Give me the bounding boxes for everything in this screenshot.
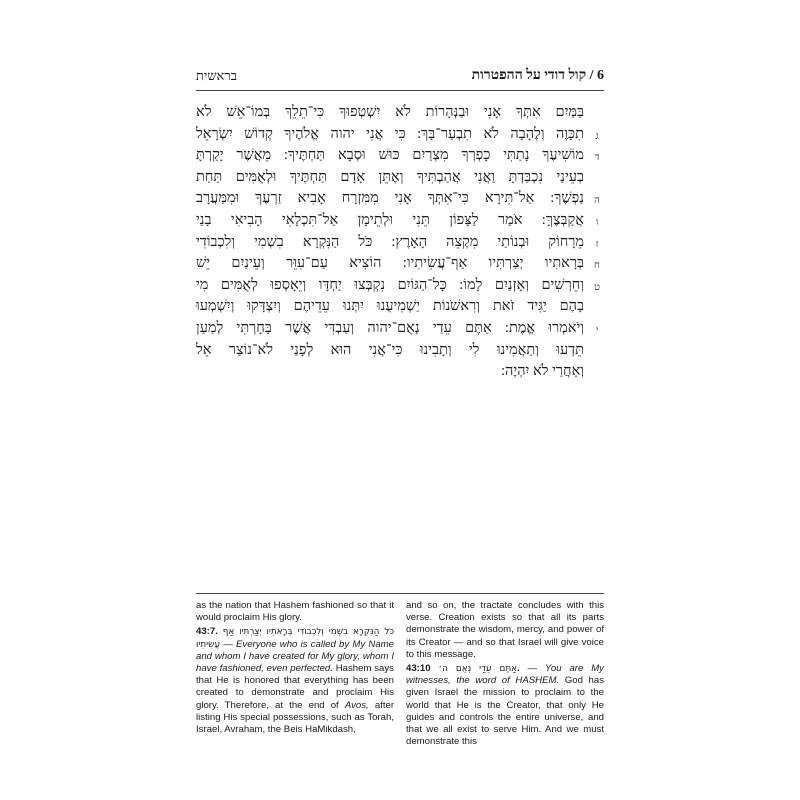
commentary-entry [406, 663, 604, 748]
commentary-body: God has given Israel the mission to proclaim to the world that He is the Creator, that only He guides and controls the entire universe, and that we all exist to serve Him. And we must demonstrate this [406, 675, 604, 748]
verse-text: וְחֵרְשִׁים וְאָזְנַיִם לָמוֹ: כָּל־הַגּוֹיִם נִקְבְּצוּ יַחְדָּו וְיֵאָסְפוּ לְאֻמִּים מִי [196, 276, 584, 293]
text-line [196, 188, 604, 210]
verse-text: בַּמַּיִם אִתְּךָ אָנִי וּבַנְּהָרוֹת לֹא יִשְׁטְפוּךָ כִּי־תֵלֵךְ בְּמוֹ־אֵשׁ לֹא [196, 104, 584, 120]
text-line [196, 361, 604, 383]
verse-text: תִכָּוֶה וְלֶהָבָה לֹא תִבְעַר־בָּךְ: כִּי אֲנִי יהוה אֱלֹהֶיךָ קְדוֹשׁ יִשְׂרָאֵל [196, 125, 584, 142]
lemma-translation: — You are My witnesses, the word of HASHEM. [406, 663, 604, 687]
verse-reference: 43:10. [406, 663, 520, 675]
verse-text: בְעֵינַי נִכְבַּדְתָּ וַאֲנִי אֲהַבְתִּיךָ וְאֶתֵּן אָדָם תַּחְתֶּיךָ וּלְאֻמִּים תַּחַת [196, 168, 584, 185]
verse-text: אֲקַבְּצֶךָּ: אֹמַר לַצָּפוֹן תֵּנִי וּלְתֵימָן אַל־תִּכְלָאִי הָבִיאִי בָנַי [196, 211, 584, 228]
text-line [196, 253, 604, 275]
commentary-intro: as the nation that Hashem fashioned so that it would proclaim His glory. [196, 600, 394, 624]
text-line [196, 296, 604, 318]
verse-text: תֵּדְעוּ וְתַאֲמִינוּ לִי וְתָבִינוּ כִּי־אֲנִי הוּא לְפָנַי לֹא־נוֹצַר אֵל [196, 341, 584, 358]
verse-number: ד [594, 152, 600, 164]
commentary-entry [196, 626, 394, 736]
commentary-intro: and so on, the tractate concludes with this verse. Creation exists so that all its parts demonstrate the wisdom, mercy, and power of its Creator — and so that Israel will give voice to this message. [406, 600, 604, 660]
haftarah-text [196, 102, 604, 383]
header-divider [196, 90, 604, 91]
commentary [196, 600, 604, 748]
verse-number: ח [594, 260, 600, 272]
text-line [196, 102, 604, 124]
running-title: 6 / קול דודי על ההפטרות [471, 68, 604, 83]
text-line [196, 275, 604, 297]
hebrew-lemma: כֹּל הַנִּקְרָא בִשְׁמִי וְלִכְבוֹדִי בְּרָאתִיו יְצַרְתִּיו אַף עֲשִׂיתִיו [196, 627, 394, 650]
verse-number: ט [593, 281, 601, 293]
verse-text: נַפְשֶׁךָ: אַל־תִּירָא כִּי־אִתְּךָ אָנִי מִמִּזְרָח אָבִיא זַרְעֶךָ וּמִמַּעֲרָב [196, 190, 584, 207]
text-line [196, 167, 604, 189]
verse-number: ה [594, 195, 600, 207]
verse-text: בָהֶם יַגִּיד זֹאת וְרִאשֹׁנוֹת יַשְׁמִיעֻנוּ יִתְּנוּ עֵדֵיהֶם וְיִצְדָּקוּ וְיִשְׁמְעוּ [196, 298, 584, 315]
commentary-body-end: after listing His special possessions, such as Torah, Israel, Avraham, the Beis HaMikdash, [196, 699, 395, 736]
text-line [196, 340, 604, 362]
text-line [196, 232, 604, 254]
verse-number: י [595, 324, 599, 336]
hebrew-lemma: אַתֶּם עֵדַי נְאֻם ה׳ [438, 664, 517, 675]
book-name: בראשית [196, 68, 237, 83]
verse-number: ו [595, 216, 599, 228]
text-line [196, 210, 604, 232]
commentary-body: Hashem says that He is honored that everything has been created to demonstrate and proclaim His glory. Therefore, at the end of [196, 663, 394, 711]
verse-text: מוֹשִׁיעֶךָ נָתַתִּי כָפְרְךָ מִצְרַיִם כּוּשׁ וּסְבָא תַּחְתֶּיךָ: מֵאֲשֶׁר יָקַרְתָּ [196, 147, 584, 164]
text-line [196, 145, 604, 167]
book-page [196, 56, 604, 756]
text-line [196, 124, 604, 146]
verse-text: מֵרָחוֹק וּבְנוֹתַי מִקְצֵה הָאָרֶץ: כֹּל הַנִּקְרָא בִשְׁמִי וְלִכְבוֹדִי [196, 233, 584, 250]
verse-text: בְּרָאתִיו יְצַרְתִּיו אַף־עֲשִׂיתִיו: הוֹצִיא עַם־עִוֵּר וְעֵינַיִם יֵשׁ [196, 255, 584, 272]
text-line [196, 318, 604, 340]
tractate-title: Avos, [344, 699, 369, 711]
verse-number: ג [595, 130, 599, 142]
verse-text: וְאַחֲרַי לֹא יִהְיֶה: [501, 363, 584, 380]
commentary-divider [196, 593, 604, 594]
lemma-translation: — Everyone who is called by My Name and whom I have created for My glory, whom I have fashioned, even perfected. [196, 638, 394, 675]
page-header [196, 68, 604, 90]
verse-number: ז [595, 238, 599, 250]
verse-reference: 43:7. [196, 626, 218, 638]
verse-text: וְיֹאמְרוּ אֱמֶת: אַתֶּם עֵדַי נְאֻם־יהוה וְעַבְדִּי אֲשֶׁר בָּחָרְתִּי לְמַעַן [196, 319, 584, 336]
commentary-column-left [196, 600, 394, 748]
commentary-column-right [406, 600, 604, 748]
